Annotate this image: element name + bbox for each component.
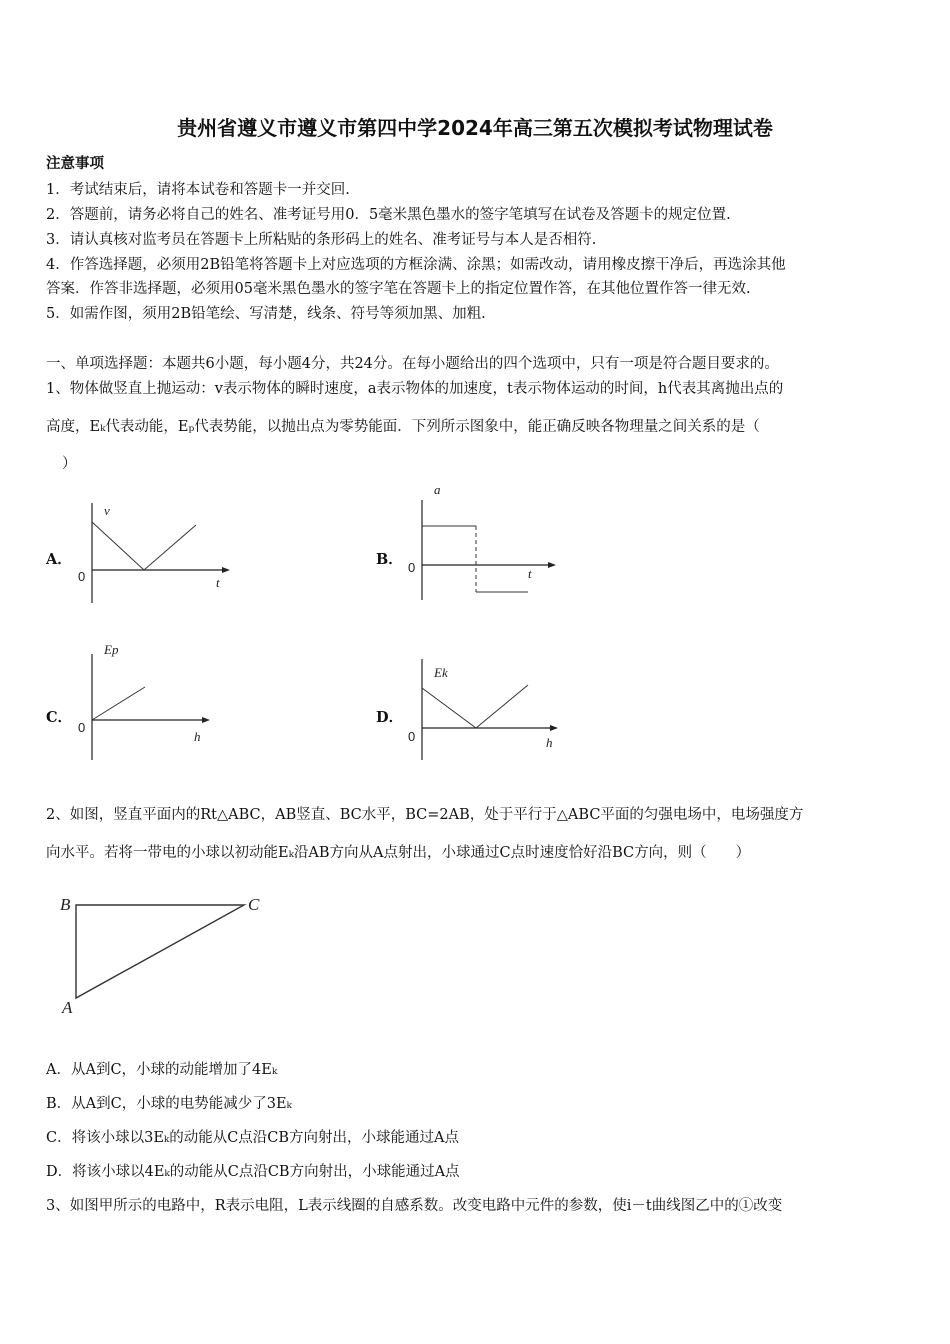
- question-2-text: 向水平。若将一带电的小球以初动能Eₖ沿AB方向从A点射出，小球通过C点时速度恰好沿BC方向，则（ ）: [46, 845, 751, 861]
- page-title: 贵州省遵义市遵义市第四中学2024年高三第五次模拟考试物理试卷: [177, 116, 773, 140]
- option-a-graph: [70, 495, 240, 610]
- notice-item: 5．如需作图，须用2B铅笔绘、写清楚，线条、符号等须加黑、加粗.: [46, 306, 486, 322]
- origin-label: 0: [78, 720, 86, 735]
- axis-x-label: h: [546, 735, 553, 750]
- question-2-text: 2、如图，竖直平面内的Rt△ABC，AB竖直、BC水平，BC=2AB，处于平行于△ABC平面的匀强电场中，电场强度方: [46, 807, 804, 823]
- option-c-label: C．: [46, 709, 73, 726]
- notice-item: 2．答题前，请务必将自己的姓名、准考证号用0．5毫米黑色墨水的签字笔填写在试卷及答题卡的规定位置.: [46, 207, 731, 223]
- axis-x-label: h: [194, 729, 201, 744]
- axis-y-label: v: [104, 503, 110, 518]
- notice-item: 答案．作答非选择题，必须用05毫米黑色墨水的签字笔在答题卡上的指定位置作答，在其他位置作答一律无效.: [46, 281, 751, 297]
- axis-y-label: Ep: [104, 642, 119, 657]
- notice-heading: 注意事项: [46, 155, 104, 172]
- point-b-label: B: [60, 895, 71, 914]
- option-d-graph: [400, 655, 570, 765]
- point-c-label: C: [248, 895, 260, 914]
- option-b-label: B．: [376, 551, 403, 568]
- question-1-text: 高度，Eₖ代表动能，Eₚ代表势能，以抛出点为零势能面．下列所示图象中，能正确反映各物理量之间关系的是（: [46, 419, 760, 435]
- axis-x-label: t: [216, 575, 220, 590]
- point-a-label: A: [62, 998, 73, 1017]
- option-b-graph: [400, 480, 570, 605]
- question-1-text: ）: [62, 456, 77, 472]
- question-3-text: 3、如图甲所示的电路中，R表示电阻，L表示线圈的自感系数。改变电路中元件的参数，使i－t曲线图乙中的①改变: [46, 1198, 783, 1214]
- notice-item: 3．请认真核对监考员在答题卡上所粘贴的条形码上的姓名、准考证号与本人是否相符.: [46, 232, 597, 248]
- axis-y-label: Ek: [434, 665, 448, 680]
- question-1-text: 1、物体做竖直上抛运动：v表示物体的瞬时速度，a表示物体的加速度，t表示物体运动的时间，h代表其离抛出点的: [46, 381, 784, 397]
- notice-item: 4．作答选择题，必须用2B铅笔将答题卡上对应选项的方框涂满、涂黑；如需改动，请用橡皮擦干净后，再选涂其他: [46, 257, 786, 273]
- origin-label: 0: [408, 729, 416, 744]
- option-d-label: D．: [376, 709, 404, 726]
- triangle-abc-figure: [50, 885, 280, 1025]
- option-a-label: A．: [46, 551, 72, 568]
- question-2-option: A．从A到C，小球的动能增加了4Eₖ: [46, 1062, 278, 1078]
- origin-label: 0: [78, 569, 86, 584]
- question-2-option: C．将该小球以3Eₖ的动能从C点沿CB方向射出，小球能通过A点: [46, 1130, 460, 1146]
- question-2-option: D．将该小球以4Eₖ的动能从C点沿CB方向射出，小球能通过A点: [46, 1164, 460, 1180]
- axis-y-label: a: [434, 482, 441, 497]
- question-2-option: B．从A到C，小球的电势能减少了3Eₖ: [46, 1096, 292, 1112]
- section-heading: 一、单项选择题：本题共6小题，每小题4分，共24分。在每小题给出的四个选项中，只有一项是符合题目要求的。: [46, 356, 779, 372]
- notice-item: 1．考试结束后，请将本试卷和答题卡一并交回.: [46, 182, 350, 198]
- axis-x-label: t: [528, 566, 532, 581]
- option-c-graph: [70, 640, 240, 765]
- origin-label: 0: [408, 560, 416, 575]
